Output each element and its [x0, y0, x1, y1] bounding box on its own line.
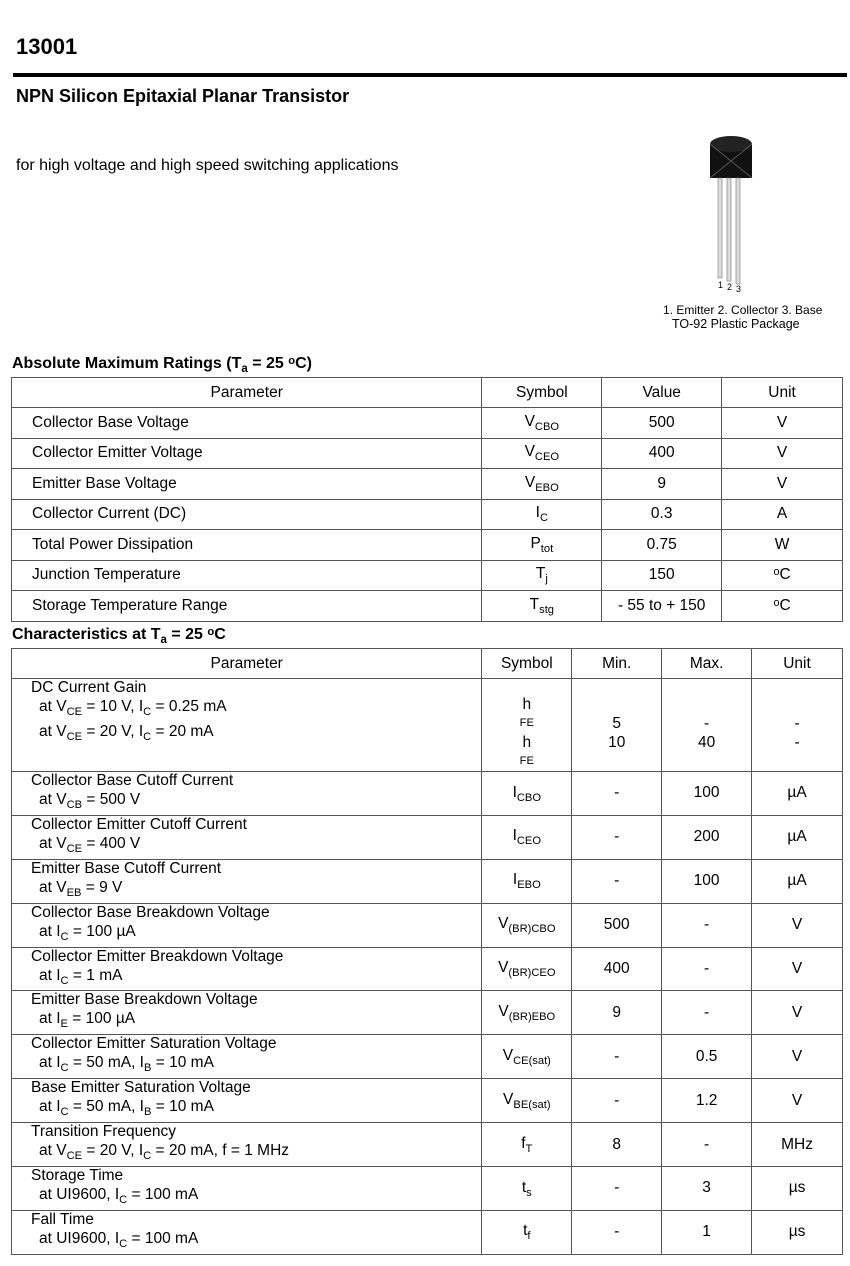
condition-part: = 9 V [81, 878, 123, 896]
condition-part: = 1 mA [68, 966, 123, 984]
condition-part: = 100 µA [68, 1010, 136, 1028]
pin-caption: 1. Emitter 2. Collector 3. Base [663, 303, 823, 317]
condition-text [31, 834, 481, 859]
symbol-cell [482, 1079, 572, 1123]
parameter-cell: Collector Current (DC) [12, 499, 482, 530]
condition-subscript: CE [66, 842, 83, 855]
unit-text: C [779, 596, 791, 614]
parameter-cell: Collector Emitter Voltage [12, 438, 482, 469]
unit-cell [722, 438, 843, 469]
table-row [12, 772, 843, 816]
min-cell: - [572, 1167, 662, 1211]
symbol-subscript: CE(sat) [513, 1054, 551, 1067]
unit-cell [722, 530, 843, 561]
unit-degree: o [773, 596, 780, 609]
unit-text: V [776, 413, 788, 431]
symbol-cell [482, 947, 572, 991]
condition-subscript: C [60, 1062, 69, 1075]
unit-cell: V [752, 1079, 843, 1123]
symbol-cell [482, 815, 572, 859]
parameter-cell [12, 772, 482, 816]
symbol-cell [482, 560, 602, 591]
parameter-cell: Collector Base Voltage [12, 408, 482, 439]
pin-number-2: 2 [727, 282, 733, 292]
symbol-subscript: CBO [516, 791, 542, 804]
symbol-cell [482, 1123, 572, 1167]
condition-part: = 500 V [82, 791, 141, 808]
unit-cell: V [752, 991, 843, 1035]
symbol-letter: T [535, 565, 546, 583]
condition-part: = 100 mA [127, 1186, 199, 1204]
max-cell: - [662, 903, 752, 947]
parameter-cell [12, 903, 482, 947]
parameter-cell [12, 1035, 482, 1079]
parameter-cell [12, 991, 482, 1035]
parameter-name: Collector Emitter Cutoff Current [31, 815, 247, 833]
symbol-subscript: BE(sat) [513, 1098, 551, 1111]
table-row [12, 679, 843, 772]
abs-max-header-row [12, 378, 843, 408]
condition-part: = 10 mA [151, 1054, 214, 1072]
unit-cell [722, 469, 843, 500]
unit-cell [722, 560, 843, 591]
characteristics-header-row [12, 649, 843, 679]
header-symbol: Symbol [482, 649, 572, 679]
condition-part: = 20 mA, f = 1 MHz [151, 1142, 290, 1160]
unit-cell: V [752, 903, 843, 947]
symbol-letter: f [521, 1134, 526, 1152]
unit-cell: MHz [752, 1123, 843, 1167]
value-cell: - 55 to + 150 [602, 591, 722, 622]
condition-part: at I [39, 1010, 61, 1028]
symbol-subscript: CEO [534, 451, 560, 464]
header-unit: Unit [752, 649, 843, 679]
table-row [12, 408, 843, 439]
parameter-cell: Storage Temperature Range [12, 591, 482, 622]
condition-text [31, 966, 481, 991]
table-row [12, 560, 843, 591]
condition-part: at V [39, 1142, 67, 1160]
value-cell: 0.3 [602, 499, 722, 530]
max-cell: 0.5 [662, 1035, 752, 1079]
value-cell: 500 [602, 408, 722, 439]
symbol-cell: h FE h FE [482, 679, 572, 772]
symbol-subscript: f [527, 1230, 531, 1243]
parameter-cell: Emitter Base Voltage [12, 469, 482, 500]
symbol-letter: V [503, 1090, 514, 1108]
condition-part: at I [39, 922, 61, 940]
symbol-letter: V [524, 412, 535, 430]
parameter-name: Fall Time [31, 1210, 94, 1228]
table-row [12, 1210, 843, 1254]
symbol-subscript: j [545, 573, 548, 586]
parameter-name: Base Emitter Saturation Voltage [31, 1079, 251, 1097]
max-cell: - [662, 991, 752, 1035]
device-description: for high voltage and high speed switching applications [16, 157, 399, 174]
unit-cell: V [752, 947, 843, 991]
max-cell: 200 [662, 815, 752, 859]
table-row [12, 991, 843, 1035]
symbol-cell [482, 408, 602, 439]
min-cell: 500 [572, 903, 662, 947]
header-parameter: Parameter [12, 378, 482, 408]
symbol-subscript: C [539, 512, 549, 525]
parameter-name: Collector Base Cutoff Current [31, 772, 234, 789]
max-cell: 1 [662, 1210, 752, 1254]
symbol-letter: t [523, 1222, 528, 1240]
symbol-subscript: CEO [516, 835, 542, 848]
symbol-cell [482, 469, 602, 500]
symbol-letter: V [502, 1046, 514, 1064]
condition-text [31, 1185, 481, 1210]
symbol-subscript: s [526, 1186, 532, 1199]
symbol-cell [482, 591, 602, 622]
symbol-cell [482, 1167, 572, 1211]
condition-part: at I [39, 1098, 61, 1116]
symbol-letter: T [529, 595, 540, 613]
unit-cell [722, 499, 843, 530]
table-row [12, 903, 843, 947]
max-cell: 100 [662, 772, 752, 816]
condition-subscript: E [60, 1018, 68, 1031]
unit-text: V [776, 474, 788, 492]
pin-number-3: 3 [736, 284, 742, 292]
condition-part: = 100 µA [68, 922, 136, 940]
table-row [12, 591, 843, 622]
unit-text: V [776, 444, 788, 462]
header-min: Min. [572, 649, 662, 679]
symbol-subscript: CBO [534, 420, 560, 433]
condition-text [31, 878, 481, 903]
condition-subscript: C [143, 1150, 152, 1163]
table-row [12, 438, 843, 469]
condition-subscript: C [119, 1237, 128, 1250]
min-cell: - [572, 1035, 662, 1079]
parameter-cell [12, 1167, 482, 1211]
table-row [12, 1035, 843, 1079]
parameter-name: Storage Time [31, 1167, 124, 1185]
condition-subscript: CB [66, 798, 83, 811]
characteristics-table [11, 648, 843, 1255]
min-cell: - [572, 772, 662, 816]
header-unit: Unit [722, 378, 843, 408]
max-cell: - [662, 947, 752, 991]
symbol-subscript: EBO [535, 481, 559, 494]
symbol-cell [482, 530, 602, 561]
symbol-cell [482, 1210, 572, 1254]
condition-subscript: EB [66, 886, 82, 899]
parameter-cell: Total Power Dissipation [12, 530, 482, 561]
pin-number-1: 1 [718, 280, 724, 290]
unit-cell: µA [752, 772, 843, 816]
unit-cell [722, 591, 843, 622]
symbol-cell [482, 859, 572, 903]
value-cell: 400 [602, 438, 722, 469]
symbol-letter: I [512, 871, 518, 889]
parameter-cell [12, 1210, 482, 1254]
table-row [12, 499, 843, 530]
symbol-cell [482, 438, 602, 469]
max-cell: 100 [662, 859, 752, 903]
symbol-letter: V [498, 915, 509, 933]
unit-text: C [779, 566, 791, 584]
parameter-cell [12, 815, 482, 859]
condition-text [31, 922, 481, 947]
symbol-letter: V [524, 443, 535, 461]
condition-part: at V [39, 878, 67, 896]
min-cell: 8 [572, 1123, 662, 1167]
max-cell: - [662, 1123, 752, 1167]
condition-part: at UI9600, I [39, 1186, 120, 1204]
min-cell: - [572, 859, 662, 903]
symbol-letter: V [524, 473, 536, 491]
symbol-subscript: stg [539, 603, 554, 616]
condition-part: = 400 V [82, 834, 141, 852]
symbol-letter: P [530, 534, 541, 552]
table-row [12, 859, 843, 903]
part-number: 13001 [16, 34, 78, 59]
condition-part: = 100 mA [127, 1229, 199, 1247]
condition-subscript: CE [66, 1150, 83, 1163]
condition-part: at V [39, 834, 67, 852]
header-value: Value [602, 378, 722, 408]
abs-max-title: Absolute Maximum Ratings ($T_a = 25$ $^o$C) [12, 355, 312, 376]
parameter-name: Collector Base Breakdown Voltage [31, 903, 270, 921]
symbol-letter: I [512, 827, 517, 845]
unit-cell: V [752, 1035, 843, 1079]
condition-subscript: B [144, 1106, 152, 1119]
symbol-letter: V [498, 1002, 509, 1020]
parameter-cell [12, 1123, 482, 1167]
device-subtitle: NPN Silicon Epitaxial Planar Transistor [16, 86, 350, 106]
min-cell: 5 10 [572, 679, 662, 772]
header-rule [13, 73, 847, 77]
condition-part: at UI9600, I [39, 1229, 120, 1247]
unit-cell: µA [752, 859, 843, 903]
symbol-subscript: (BR)CEO [508, 966, 556, 979]
parameter-name: Collector Emitter Saturation Voltage [31, 1035, 277, 1053]
symbol-cell [482, 991, 572, 1035]
condition-part: at V [39, 791, 67, 808]
min-cell: 9 [572, 991, 662, 1035]
max-cell: 3 [662, 1167, 752, 1211]
abs-max-table [11, 377, 843, 622]
condition-subscript: C [60, 974, 69, 987]
min-cell: - [572, 815, 662, 859]
unit-cell: µs [752, 1210, 843, 1254]
symbol-cell [482, 499, 602, 530]
parameter-cell [12, 947, 482, 991]
condition-part: at I [39, 966, 61, 984]
table-row [12, 1079, 843, 1123]
to92-package-illustration [700, 132, 760, 292]
condition-subscript: C [60, 1106, 69, 1119]
unit-cell: µs [752, 1167, 843, 1211]
condition-text [31, 1097, 481, 1122]
parameter-cell [12, 1079, 482, 1123]
unit-cell [722, 408, 843, 439]
symbol-subscript: (BR)EBO [508, 1010, 556, 1023]
table-row [12, 1167, 843, 1211]
table-row [12, 947, 843, 991]
symbol-letter: I [535, 504, 540, 522]
table-row [12, 469, 843, 500]
condition-text [31, 1141, 481, 1166]
header-symbol: Symbol [482, 378, 602, 408]
value-cell: 150 [602, 560, 722, 591]
symbol-letter: I [512, 783, 517, 801]
characteristics-title: Characteristics at $T_a = 25$ $^o$C [12, 626, 226, 647]
unit-text: A [776, 505, 788, 523]
unit-cell: - - [752, 679, 843, 772]
parameter-name: Emitter Base Breakdown Voltage [31, 991, 258, 1009]
condition-part: = 50 mA, I [68, 1098, 144, 1116]
parameter-cell [12, 859, 482, 903]
max-cell: 1.2 [662, 1079, 752, 1123]
condition-subscript: C [60, 930, 69, 943]
condition-part: = 20 V, I [82, 1142, 144, 1160]
symbol-subscript: T [525, 1142, 533, 1155]
parameter-name: Transition Frequency [31, 1123, 177, 1141]
unit-text: W [774, 535, 790, 553]
header-parameter: Parameter [12, 649, 482, 679]
max-cell: - 40 [662, 679, 752, 772]
symbol-cell [482, 1035, 572, 1079]
header-max: Max. [662, 649, 752, 679]
condition-part: = 50 mA, I [68, 1054, 144, 1072]
table-row [12, 530, 843, 561]
parameter-cell: DC Current Gain at $V_{CE} = 10$ V, $I_C = 0.25$ mA at $V_{CE} = 20$ V, $I_C = 20$ mA [12, 679, 482, 772]
min-cell: - [572, 1079, 662, 1123]
min-cell: 400 [572, 947, 662, 991]
parameter-name: Collector Emitter Breakdown Voltage [31, 947, 284, 965]
symbol-letter: t [521, 1178, 527, 1196]
parameter-cell: Junction Temperature [12, 560, 482, 591]
symbol-subscript: (BR)CBO [508, 923, 556, 936]
condition-subscript: C [119, 1193, 128, 1206]
condition-text [31, 1009, 481, 1034]
symbol-cell [482, 903, 572, 947]
parameter-name: Emitter Base Cutoff Current [31, 859, 222, 877]
condition-text [31, 790, 481, 815]
condition-subscript: B [144, 1062, 152, 1075]
symbol-subscript: EBO [517, 879, 541, 892]
symbol-cell [482, 772, 572, 816]
value-cell: 9 [602, 469, 722, 500]
table-row [12, 1123, 843, 1167]
table-row [12, 815, 843, 859]
symbol-subscript: tot [540, 542, 554, 555]
condition-text [31, 1229, 481, 1254]
condition-part: at I [39, 1054, 61, 1072]
package-caption: TO-92 Plastic Package [672, 317, 800, 331]
condition-text [31, 1053, 481, 1078]
unit-degree: o [773, 566, 780, 579]
min-cell: - [572, 1210, 662, 1254]
condition-part: = 10 mA [151, 1098, 214, 1116]
symbol-letter: V [498, 959, 509, 977]
value-cell: 0.75 [602, 530, 722, 561]
unit-cell: µA [752, 815, 843, 859]
